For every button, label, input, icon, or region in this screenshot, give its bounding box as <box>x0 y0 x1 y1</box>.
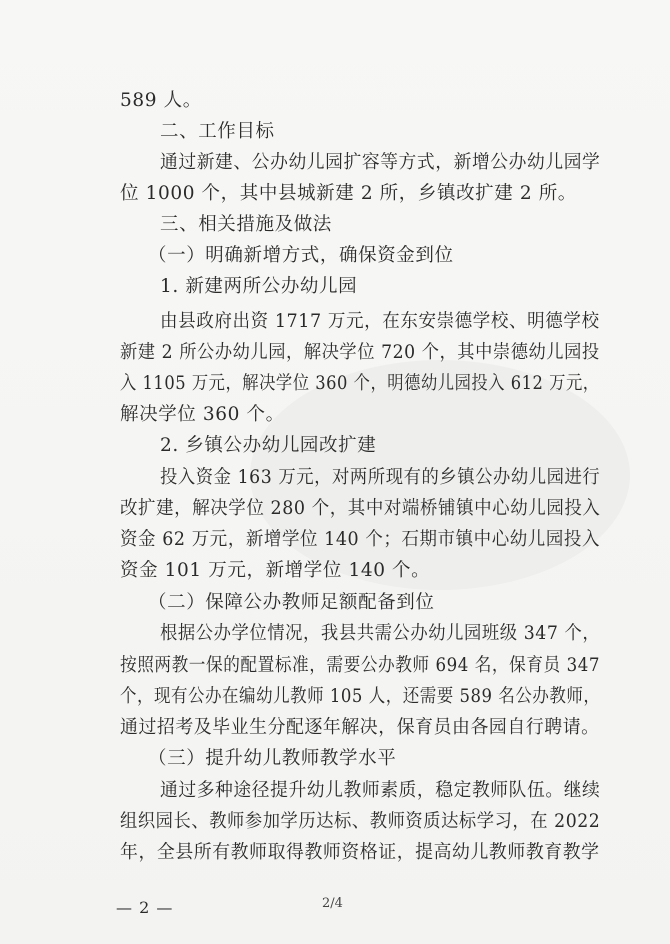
body-line: 根据公办学位情况，我县共需公办幼儿园班级 347 个， <box>160 623 601 644</box>
body-line: 通过多种途径提升幼儿教师素质，稳定教师队伍。继续 <box>160 780 601 801</box>
subsection-heading: （一）明确新增方式，确保资金到位 <box>148 245 454 266</box>
body-line: 位 1000 个，其中县城新建 2 所，乡镇改扩建 2 所。 <box>120 183 577 204</box>
body-line: 新建 2 所公办幼儿园，解决学位 720 个，其中崇德幼儿园投 <box>120 342 600 363</box>
body-line: 通过新建、公办幼儿园扩容等方式，新增公办幼儿园学 <box>160 152 601 173</box>
body-line: 个，现有公办在编幼儿教师 105 人，还需要 589 名公办教师， <box>120 686 601 707</box>
body-line: 资金 101 万元，新增学位 140 个。 <box>120 560 431 581</box>
subsection-heading: （三）提升幼儿教师教学水平 <box>148 748 397 769</box>
body-line: 由县政府出资 1717 万元，在东安崇德学校、明德学校 <box>160 311 600 332</box>
page-count: 2/4 <box>322 896 343 911</box>
body-line: 资金 62 万元，新增学位 140 个；石期市镇中心幼儿园投入 <box>120 529 600 550</box>
body-line: 按照两教一保的配置标准，需要公办教师 694 名，保育员 347 <box>120 655 600 676</box>
subsection-heading: （二）保障公办教师足额配备到位 <box>148 592 435 613</box>
body-line: 解决学位 360 个。 <box>120 404 285 425</box>
body-line: 年，全县所有教师取得教师资格证，提高幼儿教师教育教学 <box>120 842 600 863</box>
body-line: 通过招考及毕业生分配逐年解决，保育员由各园自行聘请。 <box>120 717 600 738</box>
body-line: 组织园长、教师参加学历达标、教师资质达标学习，在 2022 <box>120 811 601 832</box>
body-line: 589 人。 <box>120 90 202 111</box>
item-heading: 1. 新建两所公办幼儿园 <box>160 276 358 297</box>
section-heading: 三、相关措施及做法 <box>160 214 332 235</box>
page-number: — 2 — <box>116 898 174 917</box>
body-line: 投入资金 163 万元，对两所现有的乡镇公办幼儿园进行 <box>160 467 601 488</box>
item-heading: 2. 乡镇公办幼儿园改扩建 <box>160 435 377 456</box>
body-line: 改扩建，解决学位 280 个，其中对端桥铺镇中心幼儿园投入 <box>120 498 601 519</box>
section-heading: 二、工作目标 <box>160 121 275 142</box>
body-line: 入 1105 万元，解决学位 360 个，明德幼儿园投入 612 万元， <box>120 373 600 394</box>
